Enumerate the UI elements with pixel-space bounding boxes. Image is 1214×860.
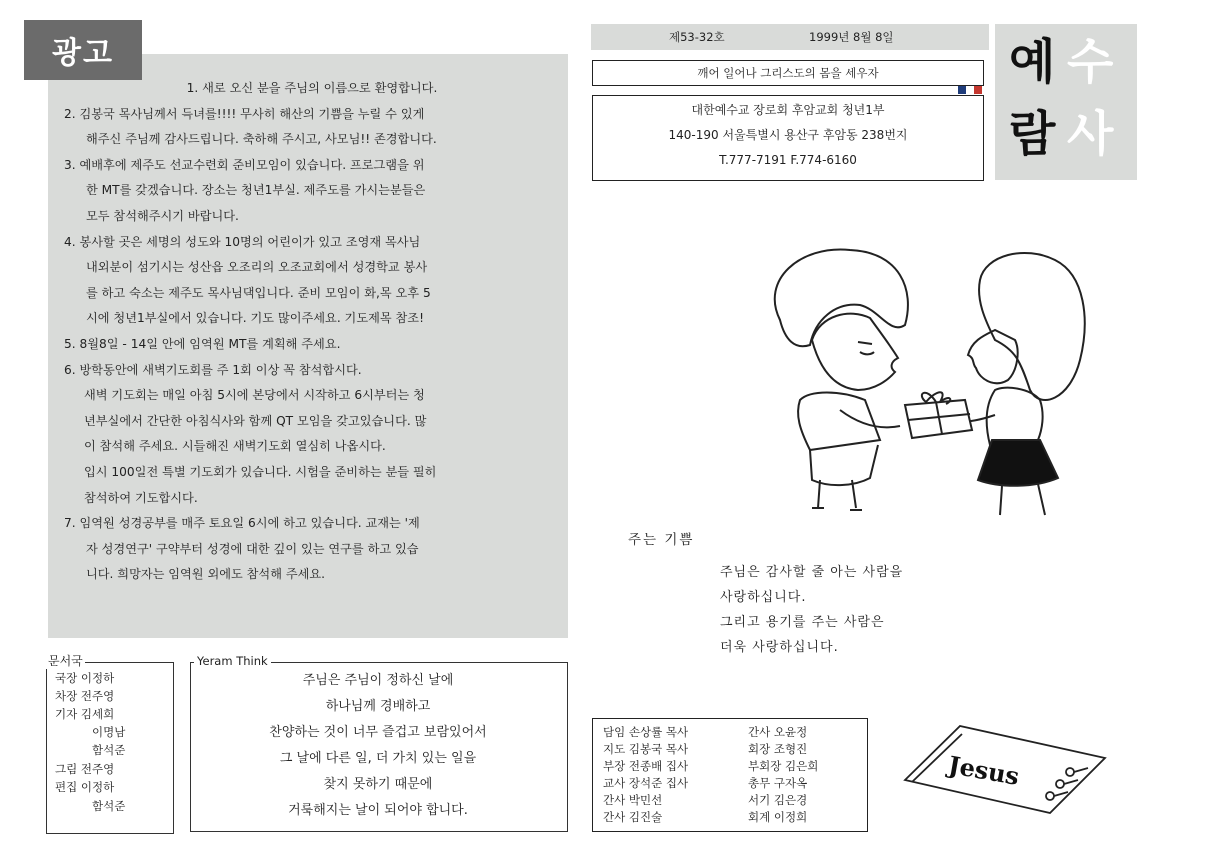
think-line: 찬양하는 것이 너무 즐겁고 보람있어서 xyxy=(269,725,487,740)
church-staff-left: 지도 김봉국 목사 xyxy=(603,742,689,756)
ad-line: 7. 임역원 성경공부를 매주 토요일 6시에 하고 있습니다. 교재는 '제 xyxy=(64,516,420,531)
ad-line: 이 참석해 주세요. 시들해진 새벽기도회 열심히 나옵시다. xyxy=(84,439,386,454)
ad-line: 니다. 희망자는 임역원 외에도 참석해 주세요. xyxy=(86,567,326,582)
ad-line: 입시 100일전 특별 기도회가 있습니다. 시험을 준비하는 분들 필히 xyxy=(84,464,437,479)
staff-row: 차장 전주영 xyxy=(55,689,115,703)
ad-line: 내외분이 섬기시는 성산읍 오조리의 오조교회에서 성경학교 봉사 xyxy=(86,260,428,275)
address-line: T.777-7191 F.774-6160 xyxy=(719,153,857,167)
church-staff-right: 서기 김은경 xyxy=(748,793,808,807)
ad-line: 새벽 기도회는 매일 아침 5시에 본당에서 시작하고 6시부터는 청 xyxy=(84,388,425,403)
ad-line: 4. 봉사할 곳은 세명의 성도와 10명의 어린이가 있고 조영재 목사님 xyxy=(64,234,421,249)
church-staff-left: 담임 손상률 목사 xyxy=(603,725,689,739)
ad-line: 6. 방학동안에 새벽기도회를 주 1회 이상 꼭 참석합시다. xyxy=(64,362,362,377)
address-line: 대한예수교 장로회 후암교회 청년1부 xyxy=(691,103,885,117)
think-line: 하나님께 경배하고 xyxy=(325,699,431,714)
church-staff-left: 간사 김진술 xyxy=(603,810,663,824)
jesus-scroll-illustration xyxy=(900,718,1110,818)
logo-char: 예 xyxy=(1009,34,1056,90)
think-line: 거룩해지는 날이 되어야 합니다. xyxy=(288,803,468,818)
flag-icon xyxy=(958,86,982,94)
think-line: 찾지 못하기 때문에 xyxy=(323,777,433,792)
logo xyxy=(995,24,1137,180)
staff-row: 함석준 xyxy=(92,743,126,757)
poem-line: 더욱 사랑하십니다. xyxy=(720,640,839,655)
ad-line: 시에 청년1부실에서 있습니다. 기도 많이주세요. 기도제목 참조! xyxy=(86,311,424,326)
staff-box xyxy=(46,662,174,834)
ad-line: 자 성경연구' 구약부터 성경에 대한 깊이 있는 연구를 하고 있습 xyxy=(86,541,419,556)
ad-label: 광고 xyxy=(24,20,142,80)
staff-row: 국장 이정하 xyxy=(55,671,115,685)
poem-line: 사랑하십니다. xyxy=(720,590,807,605)
church-staff-right: 총무 구자옥 xyxy=(748,776,808,790)
issue-bar xyxy=(591,24,989,50)
address-line: 140-190 서울특별시 용산구 후암동 238번지 xyxy=(668,128,908,142)
ad-line: 모두 참석해주시기 바랍니다. xyxy=(86,208,239,223)
ad-line: 3. 예배후에 제주도 선교수련회 준비모임이 있습니다. 프로그램을 위 xyxy=(64,157,425,172)
ad-line: 참석하여 기도합시다. xyxy=(84,490,198,505)
think-line: 주님은 주님이 정하신 날에 xyxy=(302,673,454,688)
church-staff-left: 간사 박민선 xyxy=(603,793,663,807)
ad-line: 를 하고 숙소는 제주도 목사님댁입니다. 준비 모임이 화,목 오후 5 xyxy=(86,285,431,300)
issue-number: 제53-32호 xyxy=(669,30,725,44)
staff-row: 기자 김세희 xyxy=(55,707,115,721)
ad-line: 2. 김봉국 목사님께서 득녀를!!!! 무사히 해산의 기쁨을 누릴 수 있게 xyxy=(64,106,425,121)
church-staff-box xyxy=(592,718,868,832)
staff-row: 그림 전주영 xyxy=(55,762,115,776)
think-line: 그 날에 다른 일, 더 가치 있는 일을 xyxy=(279,751,477,766)
ad-line: 년부실에서 간단한 아침식사와 함께 QT 모임을 갖고있습니다. 많 xyxy=(84,413,427,428)
church-staff-right: 부회장 김은희 xyxy=(748,759,819,773)
church-address xyxy=(592,95,984,181)
ad-line: 해주신 주님께 감사드립니다. 축하해 주시고, 사모님!! 존경합니다. xyxy=(86,132,437,147)
staff-title: 문서국 xyxy=(48,654,83,668)
poem-line: 주님은 감사할 줄 아는 사람을 xyxy=(720,565,904,580)
jesus-text: Jesus xyxy=(946,749,1022,791)
staff-row: 이명남 xyxy=(92,725,126,739)
church-staff-left: 교사 장석준 집사 xyxy=(603,776,689,790)
logo-char: 람 xyxy=(1009,106,1056,162)
think-text xyxy=(190,668,566,824)
think-title: Yeram Think xyxy=(194,654,271,668)
motto: 깨어 일어나 그리스도의 몸을 세우자 xyxy=(592,60,984,86)
staff-row: 함석준 xyxy=(92,799,126,813)
logo-char: 사 xyxy=(1067,106,1114,162)
poem-line: 그리고 용기를 주는 사람은 xyxy=(720,615,885,630)
ad-line: 5. 8월8일 - 14일 안에 임역원 MT를 계획해 주세요. xyxy=(64,336,341,351)
church-staff-right: 간사 오윤정 xyxy=(748,725,808,739)
church-staff-left: 부장 전종배 집사 xyxy=(603,759,689,773)
staff-row: 편집 이정하 xyxy=(55,780,115,794)
ad-line: 1. 새로 오신 분을 주님의 이름으로 환영합니다. xyxy=(186,81,438,95)
church-staff-right: 회계 이정희 xyxy=(748,810,808,824)
ad-text xyxy=(64,76,560,588)
logo-char: 수 xyxy=(1067,34,1114,90)
church-staff-right: 회장 조형진 xyxy=(748,742,808,756)
ad-line: 한 MT를 갖겠습니다. 장소는 청년1부실. 제주도를 가시는분들은 xyxy=(86,183,426,198)
poem-title: 주는 기쁨 xyxy=(628,532,695,548)
poem-text xyxy=(720,560,903,660)
gift-giving-illustration xyxy=(740,240,1100,530)
issue-date: 1999년 8월 8일 xyxy=(809,30,894,44)
